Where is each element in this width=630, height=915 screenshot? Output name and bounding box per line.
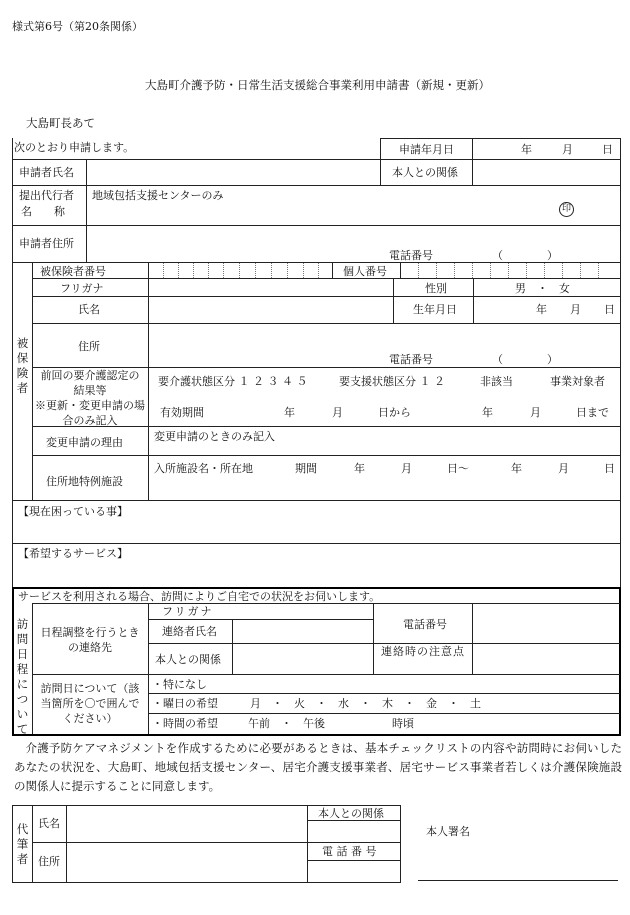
support-level: 要支援状態区分 １ ２	[339, 375, 445, 388]
proxy-writer-name-label: 氏名	[38, 817, 60, 830]
personal-number-label: 個人番号	[343, 265, 387, 278]
birth-month-label: 月	[570, 303, 581, 316]
target-person: 事業対象者	[550, 375, 605, 388]
contact-phone-label: 電話番号	[403, 618, 447, 631]
apply-date-label: 申請年月日	[399, 143, 454, 156]
valid-from-year: 年	[284, 406, 295, 419]
change-note: 変更申請のときのみ記入	[154, 430, 275, 443]
weekday-label: ・曜日の希望	[152, 697, 218, 710]
insured-address-label: 住所	[78, 340, 100, 353]
birth-day-label: 日	[604, 303, 615, 316]
facility-note: 入所施設名・所在地	[154, 462, 253, 475]
visit-furigana-label: フリガナ	[162, 605, 214, 618]
facility-from-month: 月	[401, 462, 412, 475]
contact-name-label: 連絡者氏名	[162, 625, 217, 638]
proxy-writer-address-label: 住所	[38, 855, 60, 868]
birth-year-label: 年	[536, 303, 547, 316]
applicant-phone-label: 電話番号	[389, 249, 433, 262]
valid-to-label: 日まで	[576, 406, 609, 419]
proxy-label-1: 提出代行者	[19, 189, 74, 202]
facility-period-label: 期間	[295, 462, 317, 475]
visit-intro: サービスを利用される場合、訪問によりご自宅での状況をお伺いします。	[18, 590, 381, 603]
visit-section-label: 訪問日程について	[16, 617, 29, 736]
gender-options: 男 ・ 女	[515, 282, 570, 295]
consent-text: 介護予防ケアマネジメントを作成するために必要があるときは、基本チェックリストの内容や訪問時にお伺いしたあなたの状況を、大島町、地域包括支援センター、居宅介護支援事業者、居宅サービス事業者若しくは介護保険施設の関係人に提示することに同意します。	[14, 741, 622, 793]
applicant-name-label: 申請者氏名	[19, 166, 74, 179]
insured-phone-parens: （ ）	[492, 353, 558, 366]
applicant-phone-parens: （ ）	[492, 249, 558, 262]
current-trouble-heading: 【現在困っている事】	[18, 505, 128, 518]
addressee: 大島町長あて	[26, 116, 95, 130]
facility-to-month: 月	[558, 462, 569, 475]
form-number: 様式第6号（第20条関係）	[12, 20, 143, 33]
change-reason-label: 変更申請の理由	[46, 436, 123, 449]
proxy-writer-phone-label: 電 話 番 号	[322, 845, 377, 858]
facility-to-year: 年	[511, 462, 522, 475]
signature-line	[418, 880, 618, 881]
schedule-contact-label: 日程調整を行うときの連絡先	[40, 626, 140, 654]
apply-year-label: 年	[521, 143, 532, 156]
time-options: 午前 ・ 午後	[248, 717, 325, 730]
form-title: 大島町介護予防・日常生活支援総合事業利用申請書（新規・更新）	[145, 78, 490, 92]
valid-to-year: 年	[482, 406, 493, 419]
proxy-note: 地域包括支援センターのみ	[92, 189, 224, 202]
insured-number-label: 被保険者番号	[40, 265, 106, 278]
weekday-options: 月 ・ 火 ・ 水 ・ 木 ・ 金 ・ 土	[250, 697, 481, 710]
contact-notes-label: 連絡時の注意点	[381, 645, 465, 658]
furigana-label: フリガナ	[60, 282, 104, 295]
not-applicable: 非該当	[480, 375, 513, 388]
special-facility-label: 住所地特例施設	[46, 475, 123, 488]
relation-label: 本人との関係	[392, 166, 458, 179]
valid-from-label: 日から	[378, 406, 411, 419]
gender-label: 性別	[425, 282, 447, 295]
visit-day-label: 訪問日について（該当箇所を〇で囲んでください）	[40, 682, 140, 725]
desired-service-heading: 【希望するサービス】	[18, 547, 128, 560]
insured-section-label: 被保険者	[16, 336, 29, 395]
valid-to-month: 月	[530, 406, 541, 419]
birthdate-label: 生年月日	[413, 303, 457, 316]
signature-label: 本人署名	[426, 825, 470, 838]
contact-relation-label: 本人との関係	[155, 653, 221, 666]
facility-from-year: 年	[354, 462, 365, 475]
proxy-label-2: 名 称	[21, 205, 65, 218]
valid-period-label: 有効期間	[160, 406, 204, 419]
care-level: 要介護状態区分 １ ２ ３ ４ ５	[158, 375, 308, 388]
time-label: ・時間の希望	[152, 717, 218, 730]
intro-text: 次のとおり申請します。	[14, 141, 135, 154]
prev-result-label: 前回の要介護認定の結果等	[40, 369, 140, 397]
renewal-note: ※更新・変更申請の場合のみ記入	[35, 399, 145, 427]
applicant-address-label: 申請者住所	[19, 237, 74, 250]
no-preference-option: ・特になし	[152, 678, 207, 691]
time-suffix: 時頃	[392, 717, 414, 730]
apply-month-label: 月	[562, 143, 573, 156]
valid-from-month: 月	[332, 406, 343, 419]
apply-day-label: 日	[602, 143, 613, 156]
seal-mark: 印	[559, 202, 574, 217]
facility-tilde: 日～	[447, 462, 469, 475]
insured-phone-label: 電話番号	[389, 353, 433, 366]
proxy-writer-label: 代筆者	[16, 822, 29, 866]
insured-name-label: 氏名	[78, 303, 100, 316]
proxy-writer-relation-label: 本人との関係	[318, 807, 384, 820]
facility-to-day: 日	[604, 462, 615, 475]
